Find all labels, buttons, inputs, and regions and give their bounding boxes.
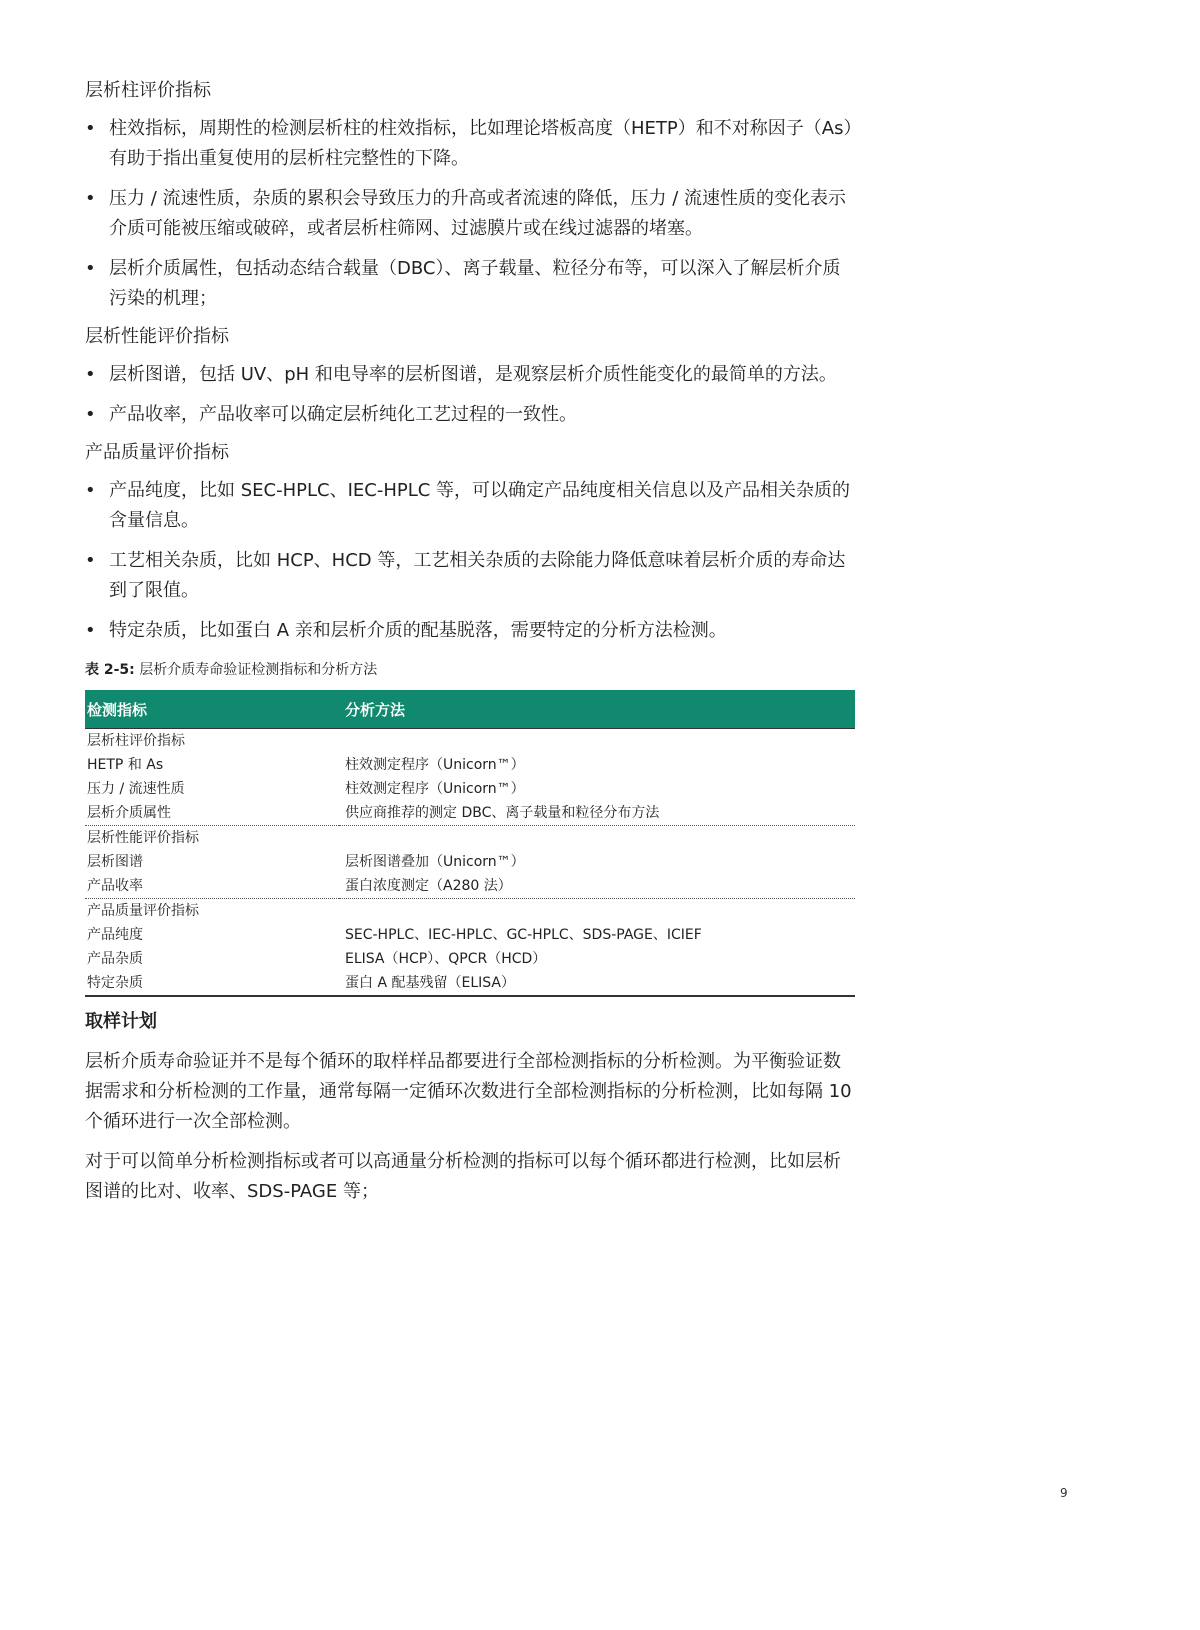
table-caption-label: 表 2-5: [85, 662, 135, 678]
bullet-text: 特定杂质，比如蛋白 A 亲和层析介质的配基脱落，需要特定的分析方法检测。 [109, 620, 727, 641]
bullet-text: 产品纯度，比如 SEC-HPLC、IEC-HPLC 等，可以确定产品纯度相关信息以及产品相关杂质的含量信息。 [109, 480, 851, 531]
table-row [85, 777, 855, 801]
list-item [85, 254, 855, 314]
table-cell: 层析图谱叠加（Unicorn™） [345, 854, 525, 870]
table-cell: 蛋白 A 配基残留（ELISA） [339, 971, 855, 996]
list-item [85, 400, 855, 430]
list-item [85, 546, 855, 606]
table-header-row [85, 690, 855, 729]
bullet-icon: • [85, 118, 96, 139]
table-cell: 产品收率 [85, 874, 339, 899]
table-cell: SEC-HPLC、IEC-HPLC、GC-HPLC、SDS-PAGE、ICIEF [345, 927, 702, 943]
table-cell: 蛋白浓度测定（A280 法） [339, 874, 855, 899]
section-heading-performance: 层析性能评价指标 [85, 326, 229, 347]
bullet-text: 层析图谱，包括 UV、pH 和电导率的层析图谱，是观察层析介质性能变化的最简单的方法。 [109, 364, 837, 385]
section-heading-column: 层析柱评价指标 [85, 80, 211, 101]
table-row [85, 874, 855, 899]
table-cell: 压力 / 流速性质 [87, 781, 185, 797]
sampling-paragraph: 对于可以简单分析检测指标或者可以高通量分析检测的指标可以每个循环都进行检测，比如层析图谱的比对、收率、SDS-PAGE 等； [85, 1151, 841, 1202]
table-row [85, 729, 855, 754]
bullet-icon: • [85, 258, 96, 279]
sampling-title: 取样计划 [85, 1011, 157, 1032]
bullet-icon: • [85, 188, 96, 209]
table-cell: 层析性能评价指标 [87, 830, 199, 846]
table-row [85, 801, 855, 826]
list-item [85, 184, 855, 244]
table-header-indicator: 检测指标 [85, 690, 339, 729]
sampling-paragraph: 层析介质寿命验证并不是每个循环的取样样品都要进行全部检测指标的分析检测。为平衡验证数据需求和分析检测的工作量，通常每隔一定循环次数进行全部检测指标的分析检测，比如每隔 10 个循环进行一次全部检测。 [85, 1051, 852, 1132]
bullet-icon: • [85, 404, 96, 425]
table-row [85, 899, 855, 924]
table-row [85, 850, 855, 874]
page-number: 9 [1060, 1486, 1068, 1500]
bullet-list-column [85, 114, 855, 314]
section-heading-quality: 产品质量评价指标 [85, 442, 229, 463]
table-cell: ELISA（HCP）、QPCR（HCD） [345, 951, 547, 967]
table-cell: 产品质量评价指标 [87, 903, 199, 919]
bullet-text: 工艺相关杂质，比如 HCP、HCD 等，工艺相关杂质的去除能力降低意味着层析介质的寿命达到了限值。 [109, 550, 846, 601]
bullet-text: 压力 / 流速性质，杂质的累积会导致压力的升高或者流速的降低，压力 / 流速性质的变化表示介质可能被压缩或破碎，或者层析柱筛网、过滤膜片或在线过滤器的堵塞。 [109, 188, 847, 239]
bullet-list-performance [85, 360, 855, 430]
bullet-text: 产品收率，产品收率可以确定层析纯化工艺过程的一致性。 [109, 404, 577, 425]
table-cell: 供应商推荐的测定 DBC、离子载量和粒径分布方法 [339, 801, 855, 826]
list-item [85, 616, 855, 646]
table-cell: 特定杂质 [85, 971, 339, 996]
bullet-text: 层析介质属性，包括动态结合载量（DBC）、离子载量、粒径分布等，可以深入了解层析介质污染的机理； [109, 258, 841, 309]
table-cell: 层析图谱 [87, 854, 143, 870]
list-item [85, 114, 855, 174]
table-row [85, 947, 855, 971]
bullet-icon: • [85, 364, 96, 385]
table-cell: HETP 和 As [87, 757, 164, 773]
list-item [85, 476, 855, 536]
table-header-method: 分析方法 [339, 690, 855, 729]
bullet-icon: • [85, 620, 96, 641]
bullet-icon: • [85, 550, 96, 571]
page-content [85, 78, 855, 1217]
table-cell: 柱效测定程序（Unicorn™） [345, 781, 525, 797]
table-row [85, 826, 855, 851]
table-row [85, 923, 855, 947]
table-cell: 层析介质属性 [85, 801, 339, 826]
table-cell: 产品纯度 [87, 927, 143, 943]
table-cell: 层析柱评价指标 [85, 729, 339, 754]
table-cell: 柱效测定程序（Unicorn™） [345, 757, 525, 773]
table-row [85, 971, 855, 996]
table-cell [339, 899, 855, 924]
table-cell [339, 826, 855, 851]
bullet-icon: • [85, 480, 96, 501]
bullet-text: 柱效指标，周期性的检测层析柱的柱效指标，比如理论塔板高度（HETP）和不对称因子（As）有助于指出重复使用的层析柱完整性的下降。 [109, 118, 853, 169]
table-caption [85, 660, 855, 680]
table-cell: 产品杂质 [87, 951, 143, 967]
table-row [85, 753, 855, 777]
table-caption-text: 层析介质寿命验证检测指标和分析方法 [139, 662, 378, 678]
bullet-list-quality [85, 476, 855, 646]
methods-table [85, 690, 855, 997]
list-item [85, 360, 855, 390]
table-cell [339, 729, 855, 754]
